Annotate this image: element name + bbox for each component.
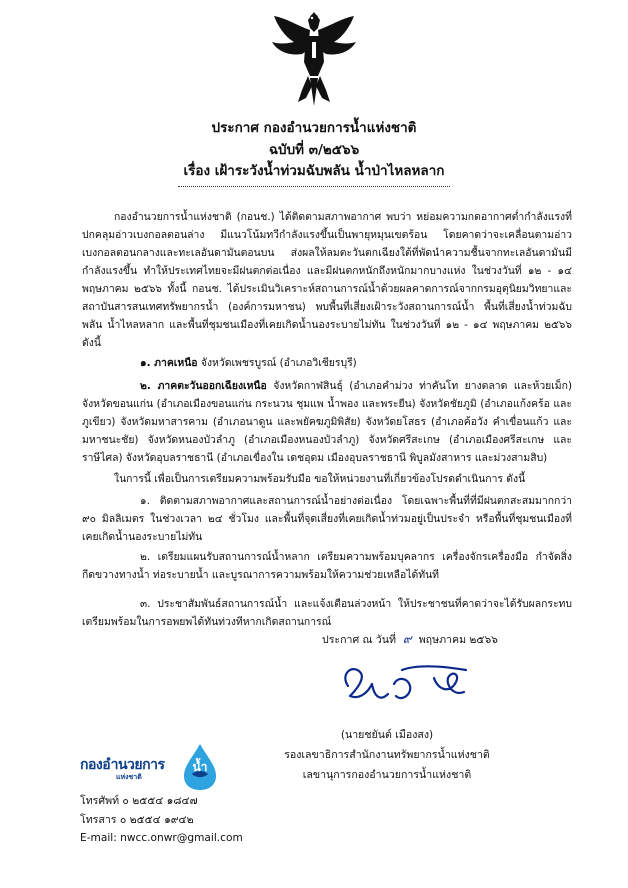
region-north-text: จังหวัดเพชรบูรณ์ (อำเภอวิเชียรบุรี) (197, 357, 357, 369)
region-northeast-text: จังหวัดกาฬสินธุ์ (อำเภอคำม่วง ท่าคันโท ยางตลาด และห้วยเม็ก) จังหวัดขอนแก่น (อำเภอเมืองขอนแก่น กระนวน ชุมแพ น้ำพอง และพระยืน) จังหวัดชัยภูมิ (อำเภอแก้งคร้อ และภูเขียว) จังหวัดมหาสารคาม (อำเภอนาดูน และพยัคฆภูมิพิสัย) จังหวัดยโสธร (อำเภอค้อวัง คำเขื่อนแก้ว และมหาชนะชัย) จังหวัดหนองบัวลำภู (อำเภอเมืองหนองบัวลำภู) จังหวัดศรีสะเกษ (อำเภอเมืองศรีสะเกษ และราษีไศล) จังหวัดอุบลราชธานี (อำเภอเขื่องใน เดชอุดม เมืองอุบลราชธานี พิบูลมังสาหาร และม่วงสามสิบ) (82, 380, 572, 464)
region-item-north (82, 354, 572, 372)
handwritten-signature (338, 656, 488, 716)
announcement-title: ประกาศ กองอำนวยการน้ำแห่งชาติ (211, 120, 417, 136)
garuda-emblem-icon (268, 6, 360, 108)
announcement-number: ฉบับที่ ๓/๒๕๖๖ (268, 142, 360, 158)
region-item-northeast (82, 377, 572, 467)
measure-item-3: ๓. ประชาสัมพันธ์สถานการณ์น้ำ และแจ้งเตือนล่วงหน้า ให้ประชาชนที่คาดว่าจะได้รับผลกระทบเตรียมพร้อมในการอพยพได้ทันท่วงทีหากเกิดสถานการณ์ (82, 598, 572, 628)
intro-paragraph: กองอำนวยการน้ำแห่งชาติ (กอนช.) ได้ติดตามสภาพอากาศ พบว่า หย่อมความกดอากาศต่ำกำลังแรงที่ปกคลุมอ่าวเบงกอลตอนล่าง มีแนวโน้มทวีกำลังแรงขึ้นเป็นพายุหมุนเขตร้อน โดยคาดว่าจะเคลื่อนตามอ่าวเบงกอลตอนกลางและทะเลอันดามันตอนบน ส่งผลให้ลมตะวันตกเฉียงใต้ที่พัดนำความชื้นจากทะเลอันดามันมีกำลังแรงขึ้น ทำให้ประเทศไทยจะมีฝนตกต่อเนื่อง และมีฝนตกหนักถึงหนักมากบางแห่ง ในช่วงวันที่ ๑๒ - ๑๔ พฤษภาคม ๒๕๖๖ ทั้งนี้ กอนช. ได้ประเมินวิเคราะห์สถานการณ์น้ำด้วยผลคาดการณ์จากกรมอุตุนิยมวิทยาและสถาบันสารสนเทศทรัพยากรน้ำ (องค์การมหาชน) พบพื้นที่เสี่ยงเฝ้าระวังสถานการณ์น้ำ พื้นที่เสี่ยงน้ำท่วมฉับพลัน น้ำไหลหลาก และพื้นที่ชุมชนเมืองที่เคยเกิดน้ำนองระบายไม่ทัน ในช่วงวันที่ ๑๒ - ๑๔ พฤษภาคม ๒๕๖๖ ดังนี้ (82, 211, 572, 349)
logo-text: กองอำนวยการ (80, 757, 165, 773)
dateline-suffix: พฤษภาคม ๒๕๖๖ (418, 634, 498, 646)
logo-subtext: แห่งชาติ (116, 773, 142, 781)
signer-position-2: เลขานุการกองอำนวยการน้ำแห่งชาติ (302, 769, 472, 781)
title-divider (178, 186, 450, 187)
signer-name: (นายชยันต์ เมืองสง) (340, 729, 434, 741)
measure-item-1: ๑. ติดตามสภาพอากาศและสถานการณ์น้ำอย่างต่อเนื่อง โดยเฉพาะพื้นที่ที่มีฝนตกสะสมมากกว่า ๙๐ มิลลิเมตร ในช่วงเวลา ๒๔ ชั่วโมง และพื้นที่จุดเสี่ยงที่เคยเกิดน้ำท่วมอยู่เป็นประจำ หรือพื้นที่ชุมชนเมืองที่เคยเกิดน้ำนองระบายไม่ทัน (82, 495, 572, 543)
contact-fax: โทรสาร ๐ ๒๕๕๔ ๑๙๔๒ (80, 814, 194, 826)
contact-email: E-mail: nwcc.onwr@gmail.com (80, 832, 243, 844)
measure-item-2: ๒. เตรียมแผนรับสถานการณ์น้ำหลาก เตรียมความพร้อมบุคลากร เครื่องจักรเครื่องมือ กำจัดสิ่งกีดขวางทางน้ำ ท่อระบายน้ำ และบูรณาการความพร้อมให้ความช่วยเหลือได้ทันที (82, 551, 572, 581)
dateline-day: ๙ (402, 632, 412, 646)
announcement-dateline (322, 630, 498, 649)
nwcc-logo (80, 742, 222, 792)
signer-position-1: รองเลขาธิการสำนักงานทรัพยากรน้ำแห่งชาติ (284, 749, 490, 761)
region-northeast-heading: ๒. ภาคตะวันออกเฉียงเหนือ (140, 380, 267, 392)
dateline-prefix: ประกาศ ณ วันที่ (322, 634, 396, 646)
water-drop-logo-icon (180, 742, 220, 792)
request-paragraph: ในการนี้ เพื่อเป็นการเตรียมความพร้อมรับมือ ขอให้หน่วยงานที่เกี่ยวข้องโปรดดำเนินการ ดังนี้ (114, 473, 526, 485)
contact-phone: โทรศัพท์ ๐ ๒๕๕๔ ๑๘๔๗ (80, 795, 198, 807)
announcement-subject: เรื่อง เฝ้าระวังน้ำท่วมฉับพลัน น้ำป่าไหลหลาก (183, 163, 445, 179)
region-north-heading: ๑. ภาคเหนือ (140, 357, 198, 369)
logo-mark-text: น้ำ (192, 760, 208, 774)
